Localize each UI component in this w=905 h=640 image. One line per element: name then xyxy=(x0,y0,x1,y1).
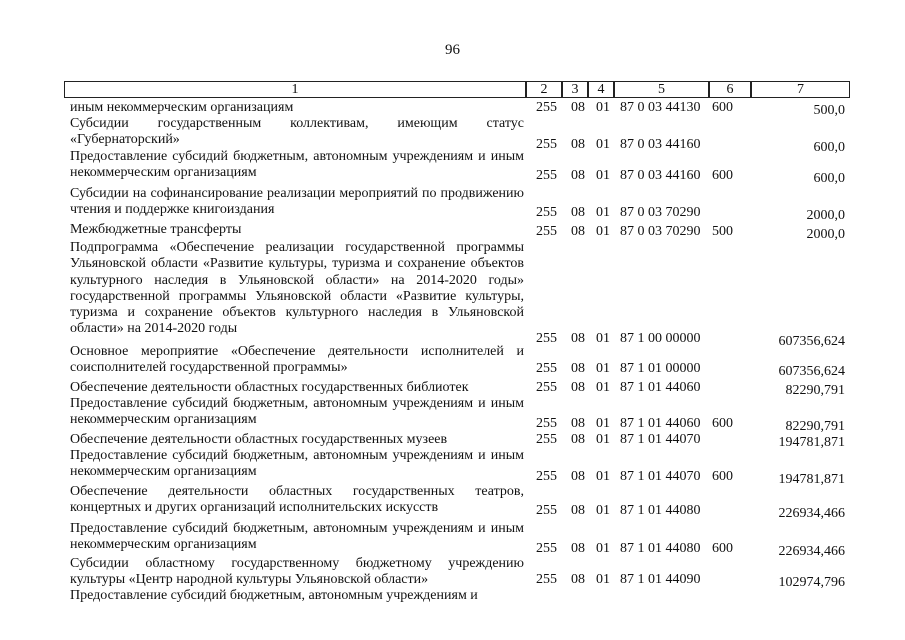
row-c3: 08 xyxy=(571,572,585,587)
header-col-3: 3 xyxy=(562,81,588,98)
row-c5: 87 1 01 44080 xyxy=(620,503,701,518)
row-c5: 87 1 01 44060 xyxy=(620,380,701,395)
row-c2: 255 xyxy=(536,361,557,376)
row-c3: 08 xyxy=(571,541,585,556)
row-c2: 255 xyxy=(536,224,557,239)
header-col-6: 6 xyxy=(709,81,751,98)
row-description: Предоставление субсидий бюджетным, автономным учреждениям и xyxy=(70,588,478,603)
row-c3: 08 xyxy=(571,331,585,346)
row-description: Субсидии областному государственному бюджетному учреждению культуры «Центр народной культуры Ульяновской области» xyxy=(70,556,524,588)
row-c4: 01 xyxy=(596,416,610,431)
row-c2: 255 xyxy=(536,432,557,447)
row-c3: 08 xyxy=(571,416,585,431)
row-c5: 87 0 03 44160 xyxy=(620,137,701,152)
page-number: 96 xyxy=(445,42,460,58)
row-c4: 01 xyxy=(596,469,610,484)
row-c4: 01 xyxy=(596,503,610,518)
row-c2: 255 xyxy=(536,541,557,556)
row-c4: 01 xyxy=(596,541,610,556)
header-col-1: 1 xyxy=(64,81,526,98)
row-c2: 255 xyxy=(536,469,557,484)
row-c6: 600 xyxy=(712,100,733,115)
row-c3: 08 xyxy=(571,432,585,447)
row-c5: 87 1 01 44070 xyxy=(620,469,701,484)
row-c5: 87 1 00 00000 xyxy=(620,331,701,346)
row-description: Межбюджетные трансферты xyxy=(70,222,242,237)
row-c3: 08 xyxy=(571,100,585,115)
row-c7: 500,0 xyxy=(813,103,845,118)
row-c5: 87 1 01 44090 xyxy=(620,572,701,587)
row-c5: 87 1 01 44070 xyxy=(620,432,701,447)
row-c3: 08 xyxy=(571,469,585,484)
row-c2: 255 xyxy=(536,416,557,431)
row-c6: 600 xyxy=(712,168,733,183)
row-c4: 01 xyxy=(596,432,610,447)
row-c7: 194781,871 xyxy=(778,435,845,450)
row-c2: 255 xyxy=(536,205,557,220)
row-c4: 01 xyxy=(596,380,610,395)
row-c6: 500 xyxy=(712,224,733,239)
row-c7: 82290,791 xyxy=(785,383,845,398)
row-c2: 255 xyxy=(536,137,557,152)
row-c5: 87 1 01 44060 xyxy=(620,416,701,431)
row-c4: 01 xyxy=(596,168,610,183)
header-col-7: 7 xyxy=(751,81,850,98)
row-c4: 01 xyxy=(596,205,610,220)
row-c3: 08 xyxy=(571,168,585,183)
row-c2: 255 xyxy=(536,380,557,395)
row-c2: 255 xyxy=(536,572,557,587)
row-c3: 08 xyxy=(571,380,585,395)
row-c7: 607356,624 xyxy=(778,364,845,379)
row-c2: 255 xyxy=(536,100,557,115)
row-description: Обеспечение деятельности областных государственных музеев xyxy=(70,432,448,447)
row-c7: 194781,871 xyxy=(778,472,845,487)
row-description: Обеспечение деятельности областных государственных библиотек xyxy=(70,380,469,395)
row-c2: 255 xyxy=(536,331,557,346)
row-description: Основное мероприятие «Обеспечение деятельности исполнителей и соисполнителей государственной программы» xyxy=(70,344,524,376)
row-description: Предоставление субсидий бюджетным, автономным учреждениям и иным некоммерческим организациям xyxy=(70,448,524,480)
header-col-5: 5 xyxy=(614,81,709,98)
row-c7: 102974,796 xyxy=(778,575,845,590)
row-c7: 2000,0 xyxy=(806,227,845,242)
row-c6: 600 xyxy=(712,469,733,484)
row-description: Субсидии на софинансирование реализации мероприятий по продвижению чтения и поддержке книгоиздания xyxy=(70,186,524,218)
row-description: иным некоммерческим организациям xyxy=(70,100,294,115)
row-c4: 01 xyxy=(596,572,610,587)
row-c7: 600,0 xyxy=(813,140,845,155)
row-c5: 87 0 03 44160 xyxy=(620,168,701,183)
row-c5: 87 0 03 44130 xyxy=(620,100,701,115)
row-c3: 08 xyxy=(571,503,585,518)
row-c3: 08 xyxy=(571,224,585,239)
row-c3: 08 xyxy=(571,205,585,220)
row-c3: 08 xyxy=(571,137,585,152)
row-c7: 226934,466 xyxy=(778,544,845,559)
row-description: Предоставление субсидий бюджетным, автономным учреждениям и иным некоммерческим организациям xyxy=(70,521,524,553)
row-description: Предоставление субсидий бюджетным, автономным учреждениям и иным некоммерческим организациям xyxy=(70,149,524,181)
header-col-2: 2 xyxy=(526,81,562,98)
row-description: Предоставление субсидий бюджетным, автономным учреждениям и иным некоммерческим организациям xyxy=(70,396,524,428)
row-c2: 255 xyxy=(536,168,557,183)
row-c7: 2000,0 xyxy=(806,208,845,223)
row-c3: 08 xyxy=(571,361,585,376)
row-c6: 600 xyxy=(712,541,733,556)
row-description: Подпрограмма «Обеспечение реализации государственной программы Ульяновской области «Развитие культуры, туризма и сохранение объектов культурного наследия в Ульяновской области» на 2014-2020 годы» государственной программы Ульяновской области «Развитие культуры, туризма и сохранение объектов культурного наследия в Ульяновской области» на 2014-2020 годы xyxy=(70,240,524,337)
row-c7: 600,0 xyxy=(813,171,845,186)
header-col-4: 4 xyxy=(588,81,614,98)
row-c4: 01 xyxy=(596,224,610,239)
row-c4: 01 xyxy=(596,361,610,376)
row-c7: 607356,624 xyxy=(778,334,845,349)
row-c5: 87 1 01 44080 xyxy=(620,541,701,556)
row-c7: 82290,791 xyxy=(785,419,845,434)
row-c5: 87 0 03 70290 xyxy=(620,205,701,220)
row-c5: 87 1 01 00000 xyxy=(620,361,701,376)
row-c4: 01 xyxy=(596,100,610,115)
row-c5: 87 0 03 70290 xyxy=(620,224,701,239)
row-c4: 01 xyxy=(596,331,610,346)
row-c4: 01 xyxy=(596,137,610,152)
row-description: Субсидии государственным коллективам, имеющим статус «Губернаторский» xyxy=(70,116,524,148)
row-c7: 226934,466 xyxy=(778,506,845,521)
row-c2: 255 xyxy=(536,503,557,518)
row-c6: 600 xyxy=(712,416,733,431)
row-description: Обеспечение деятельности областных государственных театров, концертных и других организаций исполнительских искусств xyxy=(70,484,524,516)
